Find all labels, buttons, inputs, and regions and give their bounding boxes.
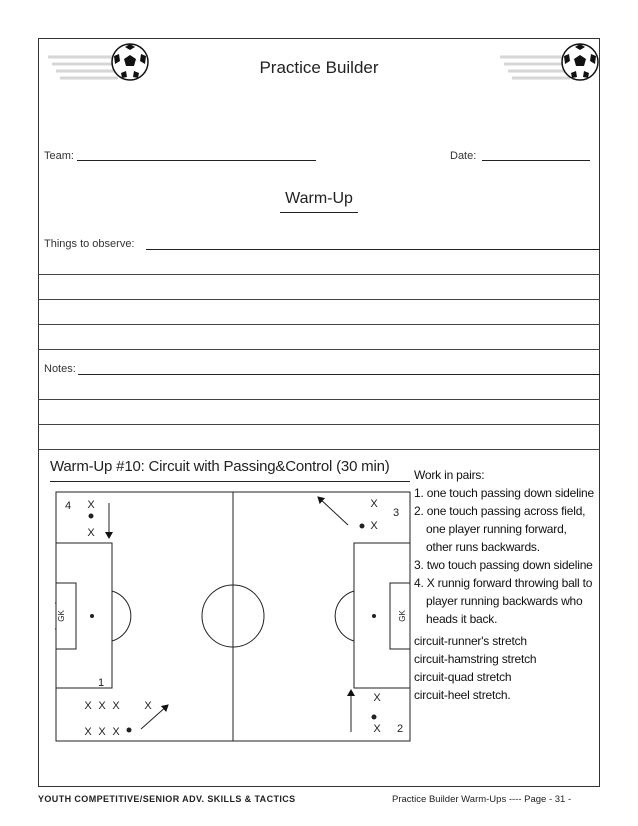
instruction-line: 1. one touch passing down sideline xyxy=(414,486,594,500)
penalty-spot-right xyxy=(372,614,376,618)
penalty-arc-left xyxy=(112,591,131,641)
instruction-line: 4. X runnig forward throwing ball to xyxy=(414,576,593,590)
stretch-list xyxy=(414,632,536,704)
observe-label: Things to observe: xyxy=(44,238,135,250)
section-title: Warm-Up xyxy=(285,190,353,207)
station-number: 4 xyxy=(64,500,72,512)
player-x: X xyxy=(144,700,152,712)
notes-line[interactable] xyxy=(38,424,600,425)
observe-line[interactable] xyxy=(38,324,600,325)
footer-right: Practice Builder Warm-Ups ---- Page - 31 - xyxy=(392,794,572,805)
player-x: X xyxy=(84,700,92,712)
player-x: X xyxy=(373,723,381,735)
page-title: Practice Builder xyxy=(259,58,379,77)
player-x: X xyxy=(370,520,378,532)
arrow-up-left xyxy=(318,497,348,525)
notes-label: Notes: xyxy=(44,363,76,375)
instruction-line: other runs backwards. xyxy=(426,540,540,554)
player-x: X xyxy=(87,499,95,511)
ball-station-4 xyxy=(89,514,94,519)
player-x: X xyxy=(373,692,381,704)
station-number: 3 xyxy=(392,507,400,519)
player-x: X xyxy=(98,726,106,738)
field-diagram xyxy=(55,491,411,742)
stretch-item: circuit-runner's stretch xyxy=(414,634,527,648)
stretch-item: circuit-quad stretch xyxy=(414,670,512,684)
ball-station-2 xyxy=(372,715,377,720)
instruction-line: 3. two touch passing down sideline xyxy=(414,558,593,572)
player-x: X xyxy=(112,700,120,712)
observe-line[interactable] xyxy=(146,249,600,250)
instruction-line: one player running forward, xyxy=(426,522,567,536)
drill-title: Warm-Up #10: Circuit with Passing&Control (30 min) xyxy=(50,458,390,475)
instruction-line: 2. one touch passing across field, xyxy=(414,504,586,518)
penalty-arc-right xyxy=(335,591,354,641)
footer-left: YOUTH COMPETITIVE/SENIOR ADV. SKILLS & TACTICS xyxy=(38,794,296,804)
goalkeeper-label: GK xyxy=(57,610,66,622)
team-field[interactable] xyxy=(77,160,316,161)
section-title-underline xyxy=(280,212,358,213)
player-x: X xyxy=(84,726,92,738)
observe-line[interactable] xyxy=(38,299,600,300)
player-x: X xyxy=(370,498,378,510)
notes-line[interactable] xyxy=(38,399,600,400)
instruction-line: Work in pairs: xyxy=(414,468,485,482)
drill-title-underline xyxy=(50,481,410,482)
goalkeeper-label: GK xyxy=(398,610,407,622)
date-field[interactable] xyxy=(482,160,590,161)
player-x: X xyxy=(87,527,95,539)
ball-station-1 xyxy=(127,728,132,733)
instruction-line: heads it back. xyxy=(426,612,498,626)
notes-line[interactable] xyxy=(78,374,600,375)
instruction-line: player running backwards who xyxy=(426,594,583,608)
observe-line[interactable] xyxy=(38,349,600,350)
team-label: Team: xyxy=(44,150,74,162)
player-x: X xyxy=(112,726,120,738)
stretch-item: circuit-heel stretch. xyxy=(414,688,511,702)
station-number: 1 xyxy=(97,677,105,689)
observe-line[interactable] xyxy=(38,274,600,275)
station-number: 2 xyxy=(396,723,404,735)
stretch-item: circuit-hamstring stretch xyxy=(414,652,537,666)
notes-line[interactable] xyxy=(38,449,600,450)
drill-instructions xyxy=(414,466,594,628)
player-x: X xyxy=(98,700,106,712)
date-label: Date: xyxy=(450,150,477,162)
ball-station-3 xyxy=(360,524,365,529)
penalty-spot-left xyxy=(90,614,94,618)
goal-left xyxy=(55,603,56,629)
